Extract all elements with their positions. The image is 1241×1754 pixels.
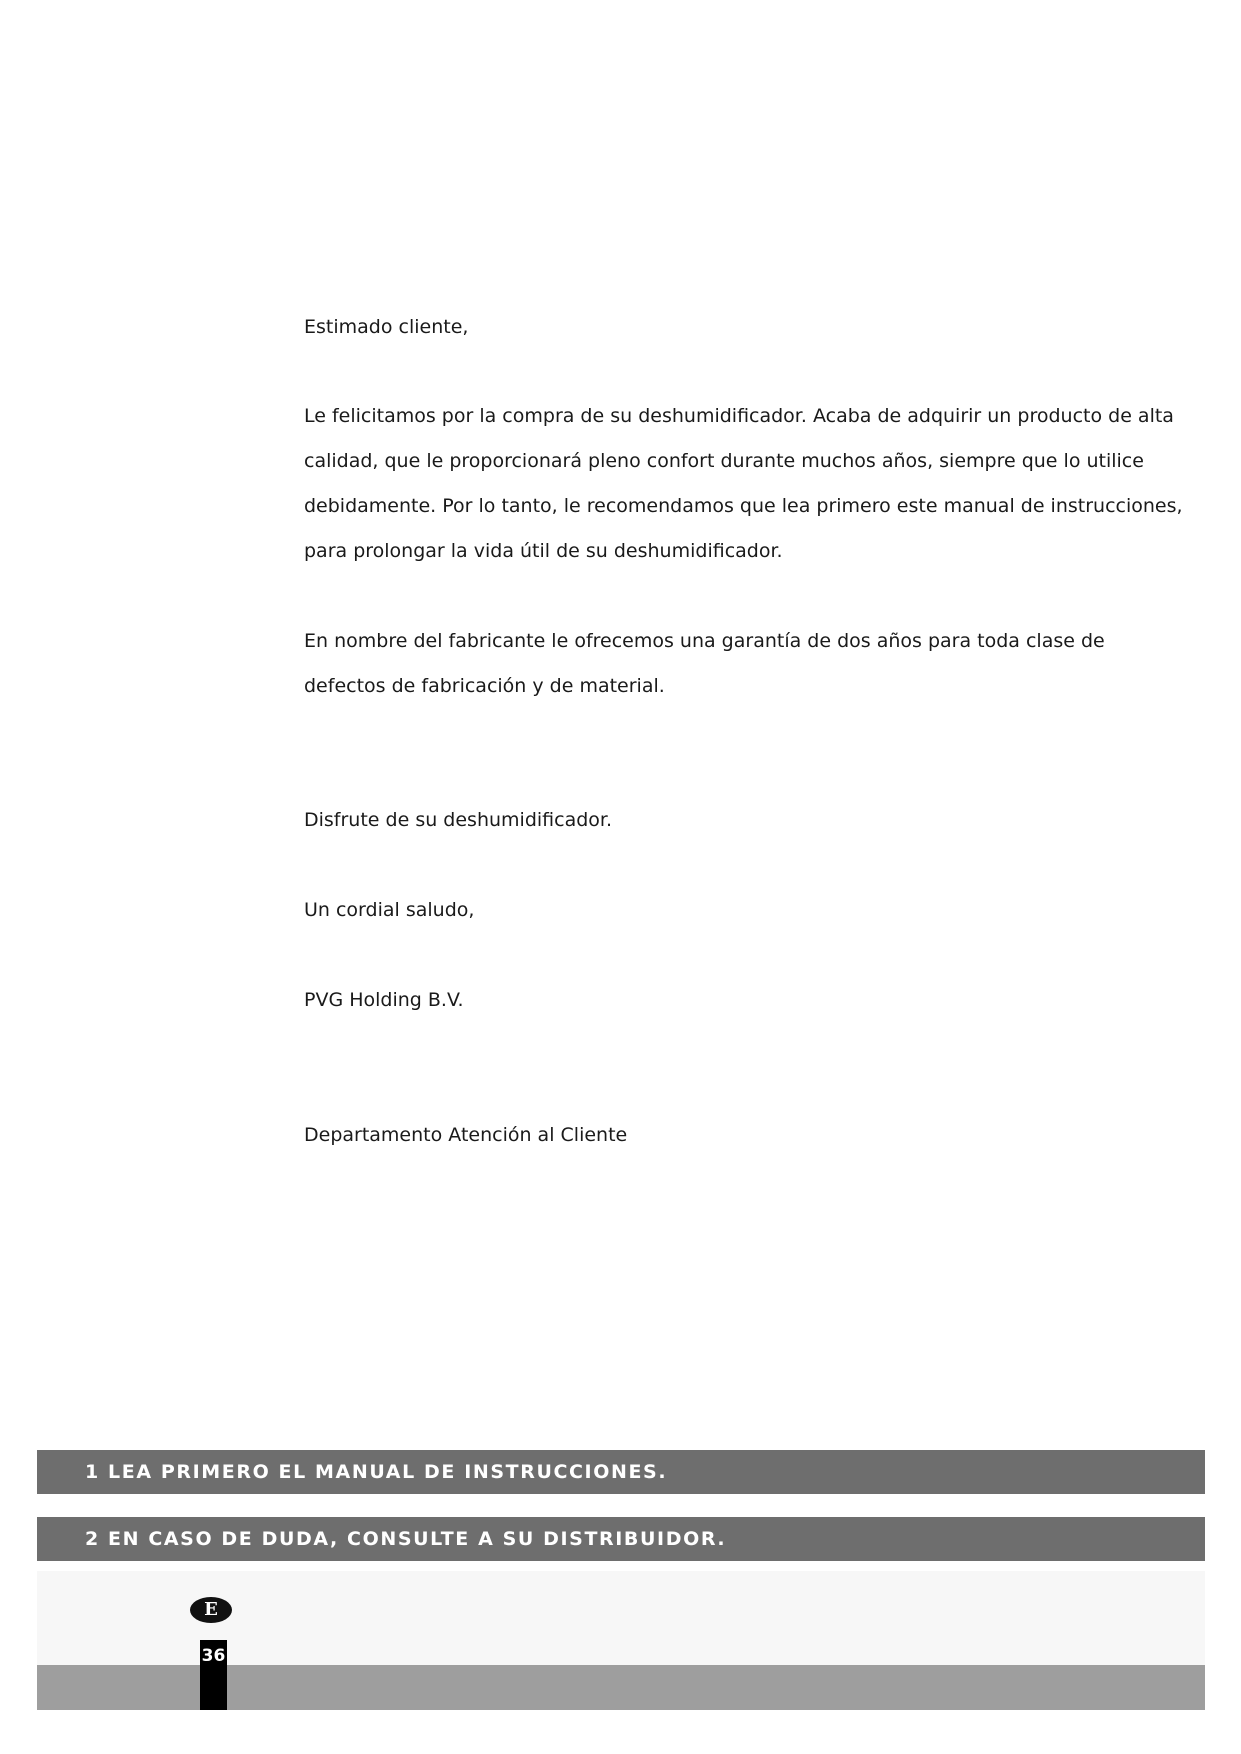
notice-bar-consult-dealer: 2 EN CASO DE DUDA, CONSULTE A SU DISTRIBUIDOR. (37, 1517, 1205, 1561)
company-signature: PVG Holding B.V. (304, 989, 464, 1011)
paragraph-line: defectos de fabricación y de material. (304, 675, 665, 697)
closing-line: Un cordial saludo, (304, 899, 475, 921)
language-badge: E (190, 1597, 232, 1623)
greeting: Estimado cliente, (304, 316, 469, 338)
paragraph-line: debidamente. Por lo tanto, le recomendamos que lea primero este manual de instrucciones, (304, 495, 1183, 517)
notice-bar-read-manual: 1 LEA PRIMERO EL MANUAL DE INSTRUCCIONES. (37, 1450, 1205, 1494)
paragraph-line: calidad, que le proporcionará pleno confort durante muchos años, siempre que lo utilice (304, 450, 1144, 472)
page-number: 36 (200, 1640, 227, 1710)
paragraph-line: Le felicitamos por la compra de su deshumidificador. Acaba de adquirir un producto de alta (304, 405, 1174, 427)
paragraph-line: En nombre del fabricante le ofrecemos una garantía de dos años para toda clase de (304, 630, 1105, 652)
paragraph-line: para prolongar la vida útil de su deshumidificador. (304, 540, 783, 562)
enjoy-line: Disfrute de su deshumidificador. (304, 809, 613, 831)
department-line: Departamento Atención al Cliente (304, 1124, 628, 1146)
